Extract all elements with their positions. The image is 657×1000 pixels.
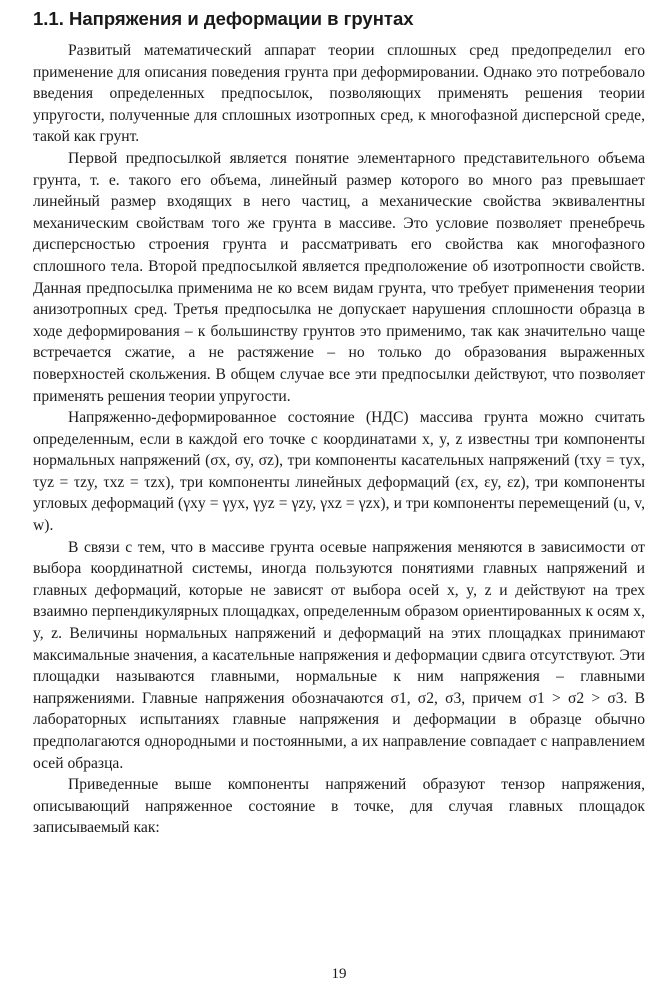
paragraph-intro: Развитый математический аппарат теории сплошных сред предопределил его применение для описания поведения грунта при деформировании. Однако это потребовало введения определенных предпосылок, позволяющих применять решения теории упругости, полученные для сплошных изотропных сред, к многофазной дисперсной среде, такой как грунт. xyxy=(33,42,645,146)
paragraph-principal-stresses: В связи с тем, что в массиве грунта осевые напряжения меняются в зависимости от выбора координатной системы, иногда пользуются понятиями главных напряжений и главных деформаций, которые не зависят от выбора осей x, y, z и действуют на трех взаимно перпендикулярных площадках, определенным образом ориентированных к осям x, y, z. Величины нормальных напряжений и деформаций на этих площадках принимают максимальные значения, а касательные напряжения и деформации сдвига отсутствуют. Эти площадки называются главными, нормальные к ним напряжения – главными напряжениями. Главные напряжения обозначаются σ1, σ2, σ3, причем σ1 > σ2 > σ3. В лабораторных испытаниях главные напряжения и деформации в образце обычно предполагаются однородными и постоянными, а их направление совпадает с направлением осей образца. xyxy=(33,538,645,772)
paragraph-stress-strain-state: Напряженно-деформированное состояние (НДС) массива грунта можно считать определенным, если в каждой его точке с координатами x, y, z известны три компоненты нормальных напряжений (σx, σy, σz), три компоненты касательных напряжений (τxy = τyx, τyz = τzy, τxz = τzx), три компоненты линейных деформаций (εx, εy, εz), три компоненты угловых деформаций (γxy = γyx, γyz = γzy, γxz = γzx), и три компоненты перемещений (u, v, w). xyxy=(33,409,645,535)
paragraph-stress-tensor: Приведенные выше компоненты напряжений образуют тензор напряжения, описывающий напряженное состояние в точке, для случая главных площадок записываемый как: xyxy=(33,776,645,837)
document-page xyxy=(33,0,645,1000)
page-number: 19 xyxy=(331,966,347,982)
paragraph-assumptions: Первой предпосылкой является понятие элементарного представительного объема грунта, т. е. такого его объема, линейный размер которого во много раз превышает линейный размер входящих в него частиц, а механические свойства эквивалентны механическим свойствам того же грунта в массиве. Это условие позволяет пренебречь дисперсностью строения грунта и рассматривать его свойства как многофазного сплошного тела. Второй предпосылкой является предположение об изотропности свойств. Данная предпосылка применима не ко всем видам грунта, что требует применения теории анизотропных сред. Третья предпосылка не допускает нарушения сплошности образца в ходе деформирования – к большинству грунтов это применимо, так как значительно чаще встречается сжатие, а не растяжение – но только до образования выраженных поверхностей скольжения. В общем случае все эти предпосылки действуют, что позволяет применять решения теории упругости. xyxy=(33,149,645,405)
body-text xyxy=(33,40,645,839)
section-heading: 1.1. Напряжения и деформации в грунтах xyxy=(33,8,414,29)
